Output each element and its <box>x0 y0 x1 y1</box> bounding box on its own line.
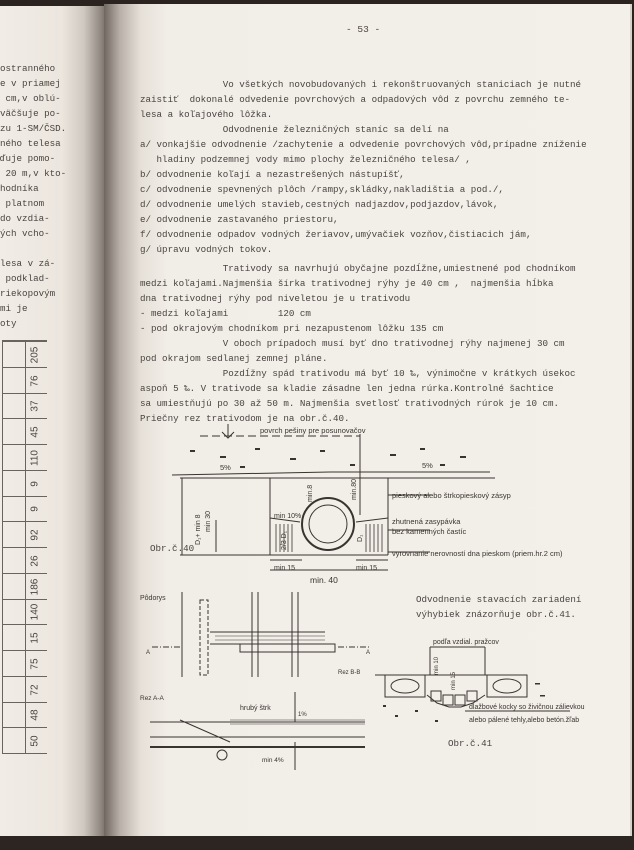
cell-value: 9 <box>29 506 41 513</box>
text-line: - medzi koľajami 120 cm <box>140 308 311 319</box>
cell-value: 37 <box>29 400 41 412</box>
table-cell <box>3 367 47 394</box>
text-line: e/ odvodnenie zastavaného priestoru, <box>140 214 339 225</box>
cell-value: 15 <box>29 632 41 644</box>
cell-value: 45 <box>29 426 41 438</box>
cell-value: 92 <box>29 529 41 541</box>
cell-value: 50 <box>29 735 41 747</box>
cell-value: 72 <box>29 684 41 696</box>
fig40-caption: Obr.č.40 <box>150 543 195 554</box>
table-cell <box>3 676 47 703</box>
cell-value: 9 <box>29 480 41 487</box>
text-line: pod okrajom sedlanej zemnej pláne. <box>140 353 328 364</box>
text-line: - pod okrajovým chodníkom pri nezapustenom lôžku 135 cm <box>140 323 444 334</box>
left-page-line: väčšuje po- <box>0 108 61 119</box>
text-line: Trativody sa navrhujú obyčajne pozdĺžne,umiestnené pod chodníkom <box>140 263 576 274</box>
min4-label: min 4% <box>262 757 284 764</box>
label-compact1: zhutnená zasypávka <box>392 517 461 526</box>
left-page-line: ného telesa <box>0 138 61 149</box>
label-bottom: vyrovnanie nerovností dna pieskom (priem.hr.2 cm) <box>392 549 563 558</box>
dim-min40: min. 40 <box>310 575 338 585</box>
slope-1pct: 1% <box>298 712 307 718</box>
text-line: b/ odvodnenie koľají a nezastrešených nástupíšť, <box>140 169 405 180</box>
left-page-line: podklad- <box>0 273 50 284</box>
text-line: V oboch prípadoch musí byť dno trativodnej rýhy najmenej 30 cm <box>140 338 565 349</box>
cell-value: 76 <box>29 375 41 387</box>
page-edge <box>0 836 634 850</box>
left-page-line: cm,v oblú- <box>0 93 61 104</box>
table-cell <box>3 521 47 548</box>
dim-min10: min 10% <box>274 513 302 520</box>
table-cell <box>3 418 47 445</box>
rez-bb-label: Rez B-B <box>338 670 361 676</box>
text-line: f/ odvodnenie odpadov vodných žeriavov,umývačiek vozňov,čistiacich jám, <box>140 229 532 240</box>
table-cell <box>3 702 47 729</box>
page-number: - 53 - <box>346 24 381 35</box>
text-line: hladiny podzemnej vody mimo plochy železničného telesa/ , <box>140 154 471 165</box>
table-cell <box>3 573 47 600</box>
section-a-left: A <box>146 650 151 656</box>
figure-plan-and-section <box>140 592 380 772</box>
left-page-line: hodníka <box>0 183 39 194</box>
cell-value: 75 <box>29 658 41 670</box>
text-line: a/ vonkajšie odvodnenie /zachytenie a odvedenie povrchových vôd,prípadne zníženie <box>140 139 587 150</box>
fig41-dim2: min 15 <box>451 671 457 690</box>
left-page-line: 20 m,v kto- <box>0 168 67 179</box>
text-line: dna trativodnej rýhy pod niveletou je u trativodu <box>140 293 411 304</box>
fig41-dim1: min 10 <box>434 656 440 675</box>
dim-23: 2/3 D₁ <box>281 530 288 550</box>
left-page-line: ých vcho- <box>0 228 50 239</box>
text-line: g/ úpravu vodných tokov. <box>140 244 273 255</box>
table-cell <box>3 599 47 626</box>
text-line: c/ odvodnenie spevnených plôch /rampy,skládky,nakladištia a pod./, <box>140 184 504 195</box>
left-page-line: mi je <box>0 303 28 314</box>
cell-value: 186 <box>29 578 41 595</box>
left-page <box>0 6 112 836</box>
cell-value: 110 <box>29 449 41 466</box>
cell-value: 26 <box>29 555 41 567</box>
table-cell <box>3 727 47 754</box>
text-41-line1: Odvodnenie stavacích zariadení <box>416 594 582 605</box>
table-cell <box>3 444 47 471</box>
cell-value: 140 <box>29 604 41 621</box>
fig41-caption: Obr.č.41 <box>448 738 493 749</box>
dim-min15a: min 15 <box>274 565 296 572</box>
label-compact2: bez kamenných častíc <box>392 527 467 536</box>
text-line: Odvodnenie železničných staníc sa delí na <box>140 124 449 135</box>
figure-40-cross-section <box>160 420 580 592</box>
fig40-top-label: povrch pešiny pre posunovačov <box>260 426 366 435</box>
dim-left2: min 30 <box>205 510 212 532</box>
text-line: aspoň 5 ‰. V trativode sa kladie zásadne len jedna rúrka.Kontrolné šachtice <box>140 383 554 394</box>
table-cell <box>3 650 47 677</box>
left-page-line: ďuje pomo- <box>0 153 56 164</box>
left-page-line: zu 1-SM/ČSD. <box>0 123 67 134</box>
left-page-line: platnom <box>0 198 45 209</box>
rotated-table <box>2 340 47 754</box>
text-41-line2: výhybiek znázorňuje obr.č.41. <box>416 609 576 620</box>
text-line: medzi koľajami.Najmenšia šírka trativodnej rýhy je 40 cm , najmenšia hĺbka <box>140 278 554 289</box>
dim-d1: D₁ <box>357 534 364 542</box>
dim-min15b: min 15 <box>356 565 378 572</box>
section-a-right: A <box>366 650 371 656</box>
left-page-line: do vzdia- <box>0 213 50 224</box>
left-page-line: lesa v zá- <box>0 258 56 269</box>
dim-left1: D₁+ min 8 <box>195 514 202 545</box>
table-cell <box>3 341 47 368</box>
table-cell <box>3 393 47 420</box>
text-line: Vo všetkých novobudovaných i rekonštruovaných staniciach je nutné <box>140 79 582 90</box>
label-fill: pieskový alebo štrkopieskový zásyp <box>392 491 511 500</box>
table-cell <box>3 470 47 497</box>
fig41-label2: alebo pálené tehly,alebo betón.žľab <box>469 717 580 724</box>
podorys-label: Pôdorys <box>140 595 166 602</box>
text-line: sa umiestňujú po 30 až 50 m. Najmenšia svetlosť trativodných rúrok je 10 cm. <box>140 398 560 409</box>
left-page-line: ostranného <box>0 63 56 74</box>
slope-left: 5% <box>220 463 231 472</box>
hruby-strk-label: hrubý štrk <box>240 705 271 712</box>
left-page-line: riekopovým <box>0 288 56 299</box>
dim-min80: min.80 <box>351 478 358 500</box>
fig41-top-label: podľa vzdial. pražcov <box>433 639 499 646</box>
text-line: Priečny rez trativodom je na obr.č.40. <box>140 413 350 424</box>
text-line: Pozdĺžny spád trativodu má byť 10 ‰, výnimočne v krátkych úsekoc <box>140 368 576 379</box>
text-line: zaistiť dokonalé odvedenie povrchových a odpadových vôd z povrchu zemného te- <box>140 94 571 105</box>
table-cell <box>3 547 47 574</box>
left-page-line: oty <box>0 318 17 329</box>
text-line: d/ odvodnenie umelých stavieb,cestných nadjazdov,podjazdov,lávok, <box>140 199 499 210</box>
figure-41 <box>375 635 615 735</box>
left-page-line: e v priamej <box>0 78 61 89</box>
table-cell <box>3 496 47 523</box>
rez-aa-label: Rez A-A <box>140 695 164 702</box>
fig41-label1: dlažbové kocky so živičnou zálievkou <box>469 704 585 711</box>
cell-value: 48 <box>29 709 41 721</box>
table-cell <box>3 624 47 651</box>
slope-right: 5% <box>422 461 433 470</box>
cell-value: 205 <box>29 346 41 364</box>
dim-min8: min.8 <box>307 484 314 502</box>
text-line: lesa a koľajového lôžka. <box>140 109 273 120</box>
